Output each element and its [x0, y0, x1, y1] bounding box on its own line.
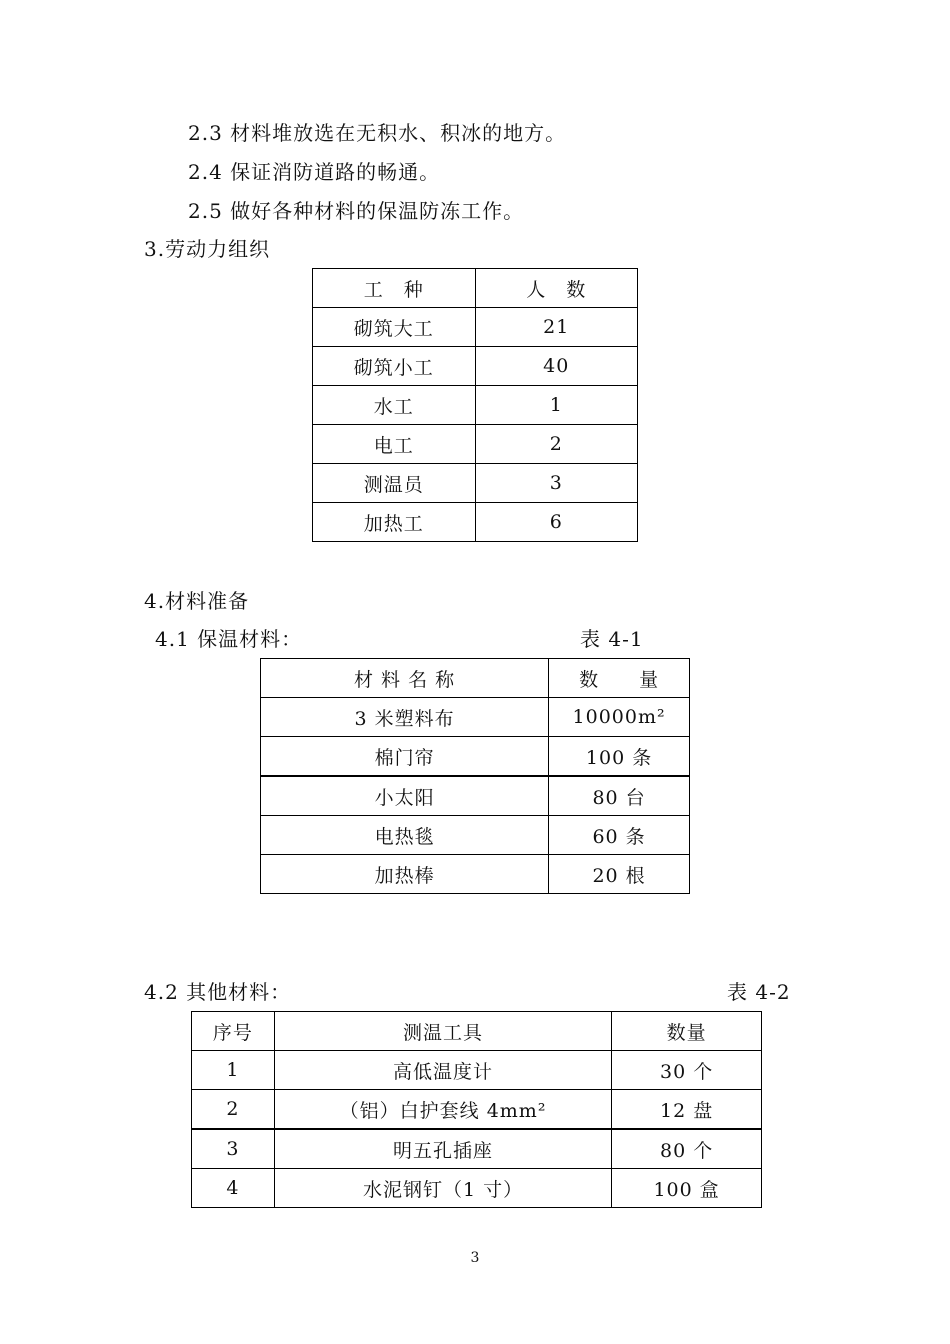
- table-cell: 21: [475, 308, 638, 347]
- table-cell: 80 个: [612, 1129, 762, 1169]
- table-cell: 1: [192, 1051, 275, 1090]
- item-2-5: 2.5 做好各种材料的保温防冻工作。: [188, 199, 525, 223]
- header-cell: 测温工具: [274, 1012, 611, 1051]
- insulation-materials-table: [260, 658, 690, 894]
- table-row: [192, 1090, 762, 1130]
- table-cell: 棉门帘: [261, 737, 549, 777]
- other-materials-table: [191, 1011, 762, 1208]
- table-4-1-label: 表 4-1: [580, 627, 644, 651]
- subsection-4-1-title: 4.1 保温材料：: [155, 627, 303, 651]
- table-row: [192, 1169, 762, 1208]
- header-cell: 工 种: [313, 269, 476, 308]
- other-table-header: [192, 1012, 762, 1051]
- table-cell: 水泥钢钉（1 寸）: [274, 1169, 611, 1208]
- table-cell: 加热棒: [261, 855, 549, 894]
- table-row: [313, 347, 638, 386]
- table-row: [313, 308, 638, 347]
- table-cell: 1: [475, 386, 638, 425]
- insulation-table-header: [261, 659, 690, 698]
- table-cell: 电工: [313, 425, 476, 464]
- table-row: [313, 503, 638, 542]
- table-cell: 80 台: [549, 776, 690, 816]
- table-cell: 10000m²: [549, 698, 690, 737]
- section-4-heading: 4.材料准备: [144, 589, 250, 613]
- table-cell: 电热毯: [261, 816, 549, 855]
- table-row: [192, 1129, 762, 1169]
- header-cell: 序号: [192, 1012, 275, 1051]
- table-cell: 2: [192, 1090, 275, 1130]
- table-row: [261, 776, 690, 816]
- table-row: [313, 464, 638, 503]
- table-4-2-label: 表 4-2: [727, 980, 791, 1004]
- table-cell: 2: [475, 425, 638, 464]
- table-cell: 砌筑小工: [313, 347, 476, 386]
- table-row: [313, 425, 638, 464]
- table-cell: 砌筑大工: [313, 308, 476, 347]
- table-cell: 明五孔插座: [274, 1129, 611, 1169]
- table-cell: 3: [192, 1129, 275, 1169]
- table-row: [261, 816, 690, 855]
- table-cell: 4: [192, 1169, 275, 1208]
- table-cell: 100 条: [549, 737, 690, 777]
- table-cell: 3 米塑料布: [261, 698, 549, 737]
- table-cell: 60 条: [549, 816, 690, 855]
- table-row: [261, 737, 690, 777]
- table-cell: 加热工: [313, 503, 476, 542]
- table-cell: 高低温度计: [274, 1051, 611, 1090]
- table-row: [261, 855, 690, 894]
- table-row: [261, 698, 690, 737]
- table-row: [192, 1051, 762, 1090]
- item-2-4: 2.4 保证消防道路的畅通。: [188, 160, 441, 184]
- subsection-4-2-title: 4.2 其他材料：: [144, 980, 292, 1004]
- labor-table-header: [313, 269, 638, 308]
- table-cell: （铝）白护套线 4mm²: [274, 1090, 611, 1130]
- section-3-heading: 3.劳动力组织: [144, 237, 271, 261]
- labor-table: [312, 268, 638, 542]
- table-cell: 测温员: [313, 464, 476, 503]
- table-cell: 20 根: [549, 855, 690, 894]
- table-cell: 40: [475, 347, 638, 386]
- table-cell: 30 个: [612, 1051, 762, 1090]
- table-cell: 小太阳: [261, 776, 549, 816]
- item-2-3: 2.3 材料堆放选在无积水、积冰的地方。: [188, 121, 567, 145]
- header-cell: 材 料 名 称: [261, 659, 549, 698]
- table-row: [313, 386, 638, 425]
- table-cell: 100 盒: [612, 1169, 762, 1208]
- table-cell: 6: [475, 503, 638, 542]
- table-cell: 3: [475, 464, 638, 503]
- header-cell: 人 数: [475, 269, 638, 308]
- table-cell: 水工: [313, 386, 476, 425]
- table-cell: 12 盘: [612, 1090, 762, 1130]
- header-cell: 数量: [612, 1012, 762, 1051]
- page-number: 3: [470, 1250, 480, 1266]
- header-cell: 数 量: [549, 659, 690, 698]
